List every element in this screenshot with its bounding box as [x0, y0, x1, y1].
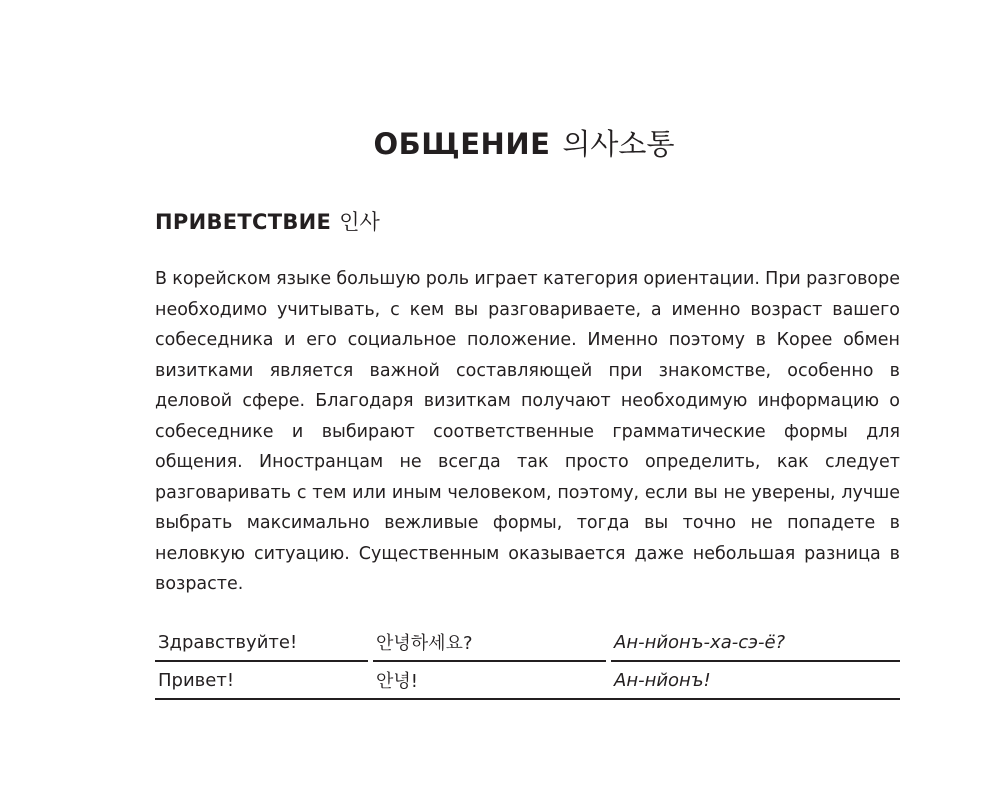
section-title	[155, 206, 380, 238]
phrase-russian: Здравствуйте!	[155, 624, 368, 662]
phrase-korean: 안녕하세요?	[373, 624, 606, 662]
phrase-row	[155, 624, 900, 662]
phrase-transliteration: Ан-нйонъ!	[611, 662, 900, 700]
phrase-korean: 안녕!	[373, 662, 606, 700]
chapter-title-korean: 의사소통	[562, 127, 675, 161]
section-title-russian: ПРИВЕТСТВИЕ	[155, 210, 332, 234]
chapter-title	[0, 124, 1000, 164]
body-paragraph: В корейском языке большую роль играет категория ориентации. При разговоре необходимо учитывать, с кем вы разговариваете, а именно возраст вашего собеседника и его социальное положение. Именно поэтому в Корее обмен визитками является важной составляющей при знакомстве, особенно в деловой сфере. Благодаря визиткам получают необходимую информацию о собеседнике и выбирают соответственные грамматические формы для общения. Иностранцам не всегда так просто определить, как следует разговаривать с тем или иным человеком, поэтому, если вы не уверены, лучше выбрать максимально вежливые формы, тогда вы точно не попадете в неловкую ситуацию. Существенным оказывается даже небольшая разница в возрасте.	[155, 269, 900, 594]
phrase-transliteration: Ан-нйонъ-ха-сэ-ё?	[611, 624, 900, 662]
phrase-table	[155, 624, 900, 700]
phrase-row	[155, 662, 900, 700]
phrase-russian: Привет!	[155, 662, 368, 700]
chapter-title-russian: ОБЩЕНИЕ	[373, 127, 551, 161]
section-title-korean: 인사	[339, 210, 380, 234]
